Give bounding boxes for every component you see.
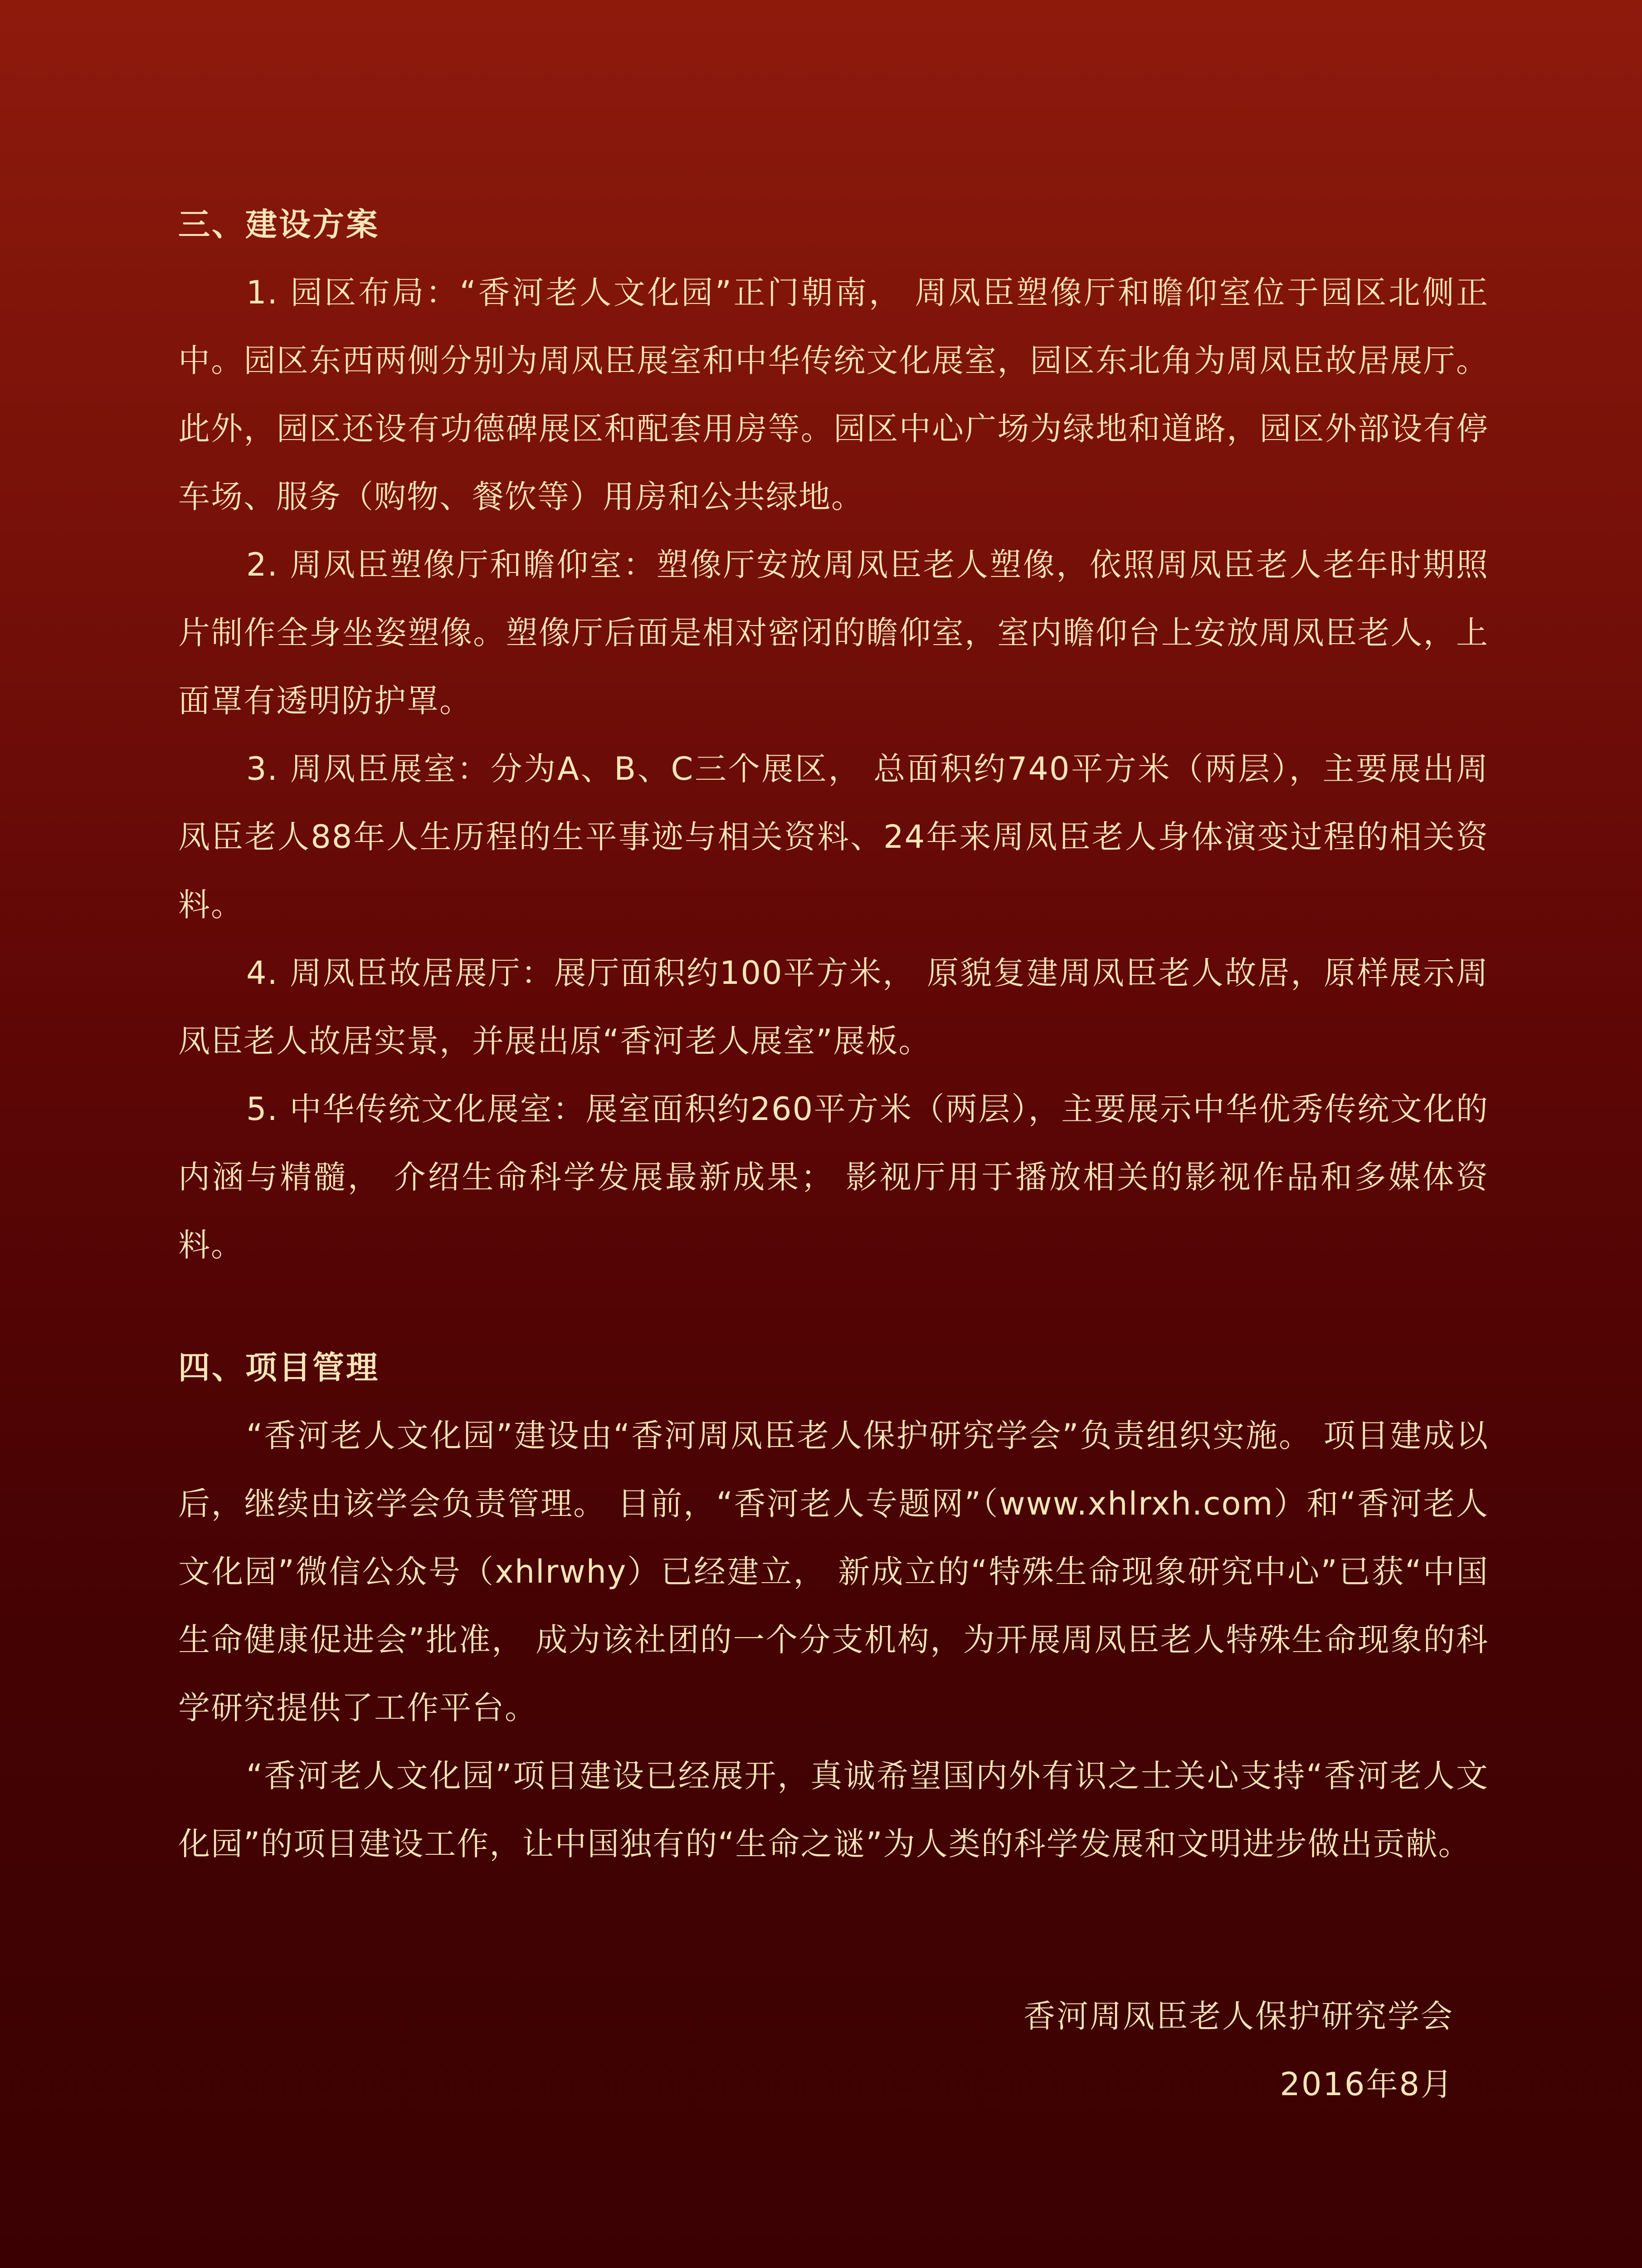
section-3-paragraph-3: 3. 周凤臣展室：分为A、B、C三个展区， 总面积约740平方米（两层），主要展出周凤臣老人88年人生历程的生平事迹与相关资料、24年来周凤臣老人身体演变过程的相关资料。	[178, 750, 1489, 924]
section-4-heading: 四、项目管理	[178, 1349, 380, 1386]
signature-block	[1023, 1982, 1454, 2118]
section-3-paragraph-4: 4. 周凤臣故居展厅：展厅面积约100平方米， 原貌复建周凤臣老人故居，原样展示周凤臣老人故居实景，并展出原“香河老人展室”展板。	[178, 954, 1489, 1060]
section-3-paragraph-1: 1. 园区布局：“香河老人文化园”正门朝南， 周凤臣塑像厅和瞻仰室位于园区北侧正中。园区东西两侧分别为周凤臣展室和中华传统文化展室，园区东北角为周凤臣故居展厅。此外，园区还设有功德碑展区和配套用房等。园区中心广场为绿地和道路，园区外部设有停车场、服务（购物、餐饮等）用房和公共绿地。	[178, 274, 1489, 515]
section-4-paragraph-1: “香河老人文化园”建设由“香河周凤臣老人保护研究学会”负责组织实施。 项目建成以后，继续由该学会负责管理。 目前，“香河老人专题网”（www.xhlrxh.com）和“香河老人文化园”微信公众号（xhlrwhy）已经建立， 新成立的“特殊生命现象研究中心”已获“中国生命健康促进会”批准， 成为该社团的一个分支机构，为开展周凤臣老人特殊生命现象的科学研究提供了工作平台。	[178, 1417, 1489, 1726]
section-3-paragraph-2: 2. 周凤臣塑像厅和瞻仰室：塑像厅安放周凤臣老人塑像，依照周凤臣老人老年时期照片制作全身坐姿塑像。塑像厅后面是相对密闭的瞻仰室，室内瞻仰台上安放周凤臣老人，上面罩有透明防护罩。	[178, 546, 1489, 719]
section-4-paragraph-2: “香河老人文化园”项目建设已经展开，真诚希望国内外有识之士关心支持“香河老人文化园”的项目建设工作，让中国独有的“生命之谜”为人类的科学发展和文明进步做出贡献。	[178, 1757, 1489, 1862]
section-3-heading: 三、建设方案	[178, 206, 380, 243]
section-3-paragraph-5: 5. 中华传统文化展室：展室面积约260平方米（两层），主要展示中华优秀传统文化的内涵与精髓， 介绍生命科学发展最新成果； 影视厅用于播放相关的影视作品和多媒体资料。	[178, 1090, 1489, 1264]
signature-organization: 香河周凤臣老人保护研究学会	[1023, 1998, 1454, 2035]
section-spacer	[178, 1279, 1489, 1334]
document-body	[178, 191, 1489, 1878]
signature-date: 2016年8月	[1280, 2066, 1454, 2103]
